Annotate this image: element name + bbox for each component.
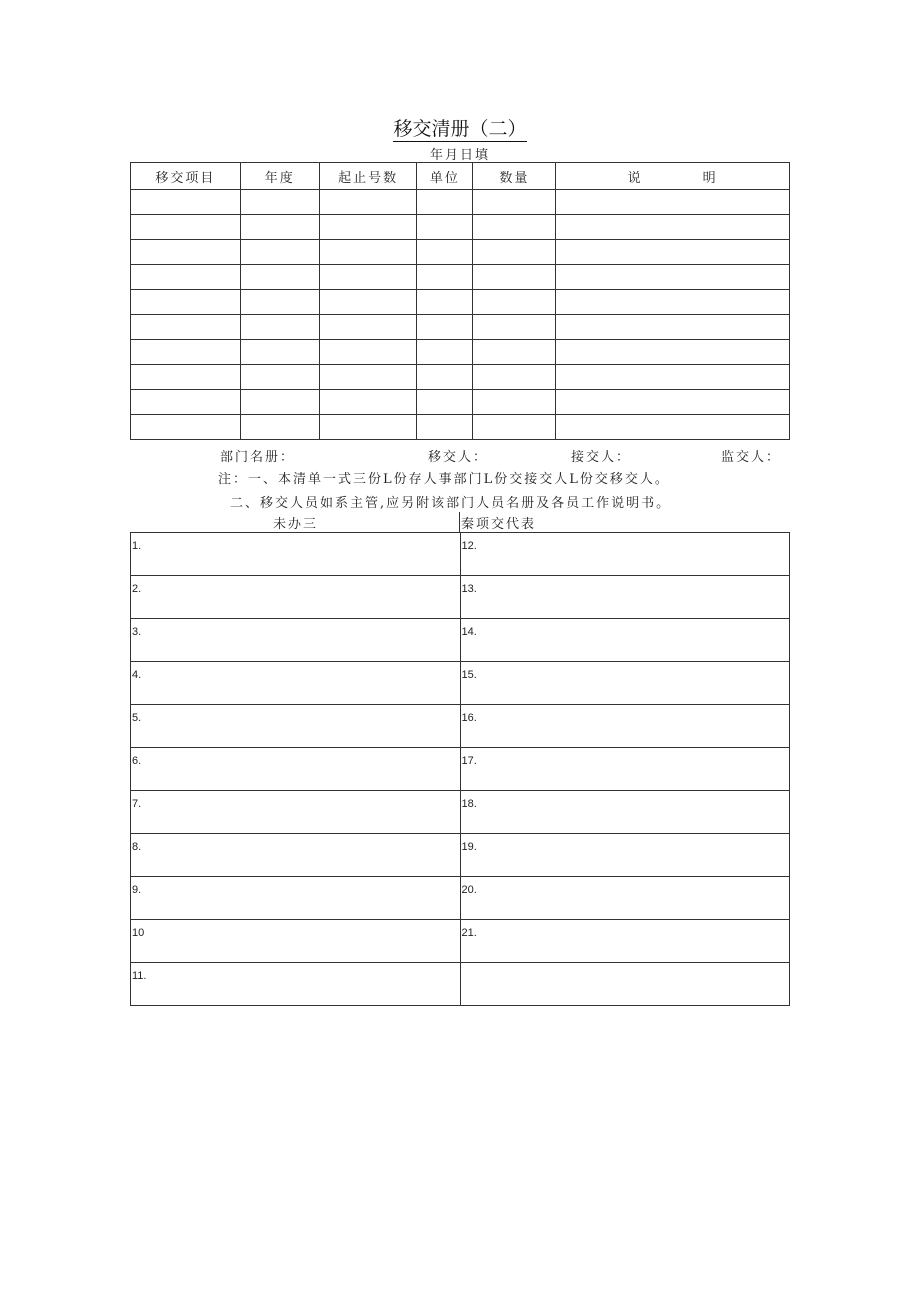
pending-item-cell: 2. <box>131 576 461 619</box>
pending-caption-right: 秦项交代表 <box>461 517 537 532</box>
signature-row <box>0 446 920 466</box>
table-cell <box>240 265 319 290</box>
table-cell <box>131 290 241 315</box>
table-cell <box>131 265 241 290</box>
pending-item-cell: 19. <box>460 834 790 877</box>
pending-item-cell: 8. <box>131 834 461 877</box>
table-row <box>131 290 790 315</box>
header-cell: 数量 <box>473 163 556 190</box>
transfer-list-table <box>130 162 790 440</box>
table-cell <box>240 365 319 390</box>
pending-items-table <box>130 532 790 1006</box>
table-cell <box>319 415 417 440</box>
pending-row <box>131 748 790 791</box>
table-cell <box>131 340 241 365</box>
table-cell <box>556 215 790 240</box>
table-cell <box>417 390 473 415</box>
table-cell <box>417 415 473 440</box>
pending-row <box>131 877 790 920</box>
table-row <box>131 215 790 240</box>
table-cell <box>240 390 319 415</box>
table-cell <box>417 240 473 265</box>
table-cell <box>319 315 417 340</box>
table-cell <box>556 415 790 440</box>
table-row <box>131 340 790 365</box>
table-row <box>131 240 790 265</box>
table-cell <box>417 315 473 340</box>
table-cell <box>131 190 241 215</box>
table-header-row <box>131 163 790 190</box>
pending-row <box>131 920 790 963</box>
table-cell <box>319 240 417 265</box>
transferor-label: 移交人： <box>428 450 489 465</box>
caption-divider <box>459 512 460 532</box>
table-cell <box>417 215 473 240</box>
table-cell <box>473 290 556 315</box>
table-row <box>131 415 790 440</box>
table-cell <box>556 390 790 415</box>
pending-item-cell: 5. <box>131 705 461 748</box>
table-cell <box>556 290 790 315</box>
table-cell <box>240 240 319 265</box>
table-cell <box>473 315 556 340</box>
header-cell: 年度 <box>240 163 319 190</box>
table-cell <box>131 390 241 415</box>
table-cell <box>131 240 241 265</box>
pending-row <box>131 963 790 1006</box>
table-cell <box>319 390 417 415</box>
dept-roster-label: 部门名册： <box>220 450 296 465</box>
pending-item-cell: 17. <box>460 748 790 791</box>
page-title <box>0 114 920 141</box>
table-row <box>131 390 790 415</box>
pending-item-cell: 4. <box>131 662 461 705</box>
table-cell <box>417 190 473 215</box>
table-cell <box>417 340 473 365</box>
note-line-1: 注：一、本清单一式三份L份存人事部门L份交接交人L份交移交人。 <box>218 472 670 487</box>
pending-row <box>131 619 790 662</box>
table-cell <box>556 365 790 390</box>
pending-item-cell: 12. <box>460 533 790 576</box>
table-cell <box>240 340 319 365</box>
pending-item-cell: 6. <box>131 748 461 791</box>
table-cell <box>319 340 417 365</box>
table-cell <box>240 290 319 315</box>
pending-item-cell: 9. <box>131 877 461 920</box>
pending-table-body <box>131 533 790 1006</box>
pending-row <box>131 791 790 834</box>
header-cell: 单位 <box>417 163 473 190</box>
table-cell <box>556 265 790 290</box>
pending-item-cell: 1. <box>131 533 461 576</box>
table-cell <box>131 365 241 390</box>
table-cell <box>473 415 556 440</box>
pending-item-cell: 13. <box>460 576 790 619</box>
pending-row <box>131 705 790 748</box>
date-line: 年月日填 <box>429 148 490 163</box>
pending-item-cell: 11. <box>131 963 461 1006</box>
table-cell <box>131 415 241 440</box>
table-cell <box>319 365 417 390</box>
title-text: 移交清册（二） <box>393 118 527 140</box>
pending-item-cell: 16. <box>460 705 790 748</box>
table-body <box>131 190 790 440</box>
pending-item-cell: 10 <box>131 920 461 963</box>
table-row <box>131 190 790 215</box>
pending-row <box>131 576 790 619</box>
table-cell <box>556 340 790 365</box>
receiver-label: 接交人： <box>571 450 632 465</box>
header-cell: 起止号数 <box>319 163 417 190</box>
table-cell <box>473 340 556 365</box>
table-cell <box>240 415 319 440</box>
table-cell <box>473 365 556 390</box>
table-row <box>131 365 790 390</box>
table-cell <box>319 265 417 290</box>
pending-item-cell: 14. <box>460 619 790 662</box>
table-cell <box>556 190 790 215</box>
pending-row <box>131 533 790 576</box>
table-cell <box>131 315 241 340</box>
table-cell <box>473 240 556 265</box>
pending-item-cell: 20. <box>460 877 790 920</box>
table-cell <box>319 190 417 215</box>
note-line-2: 二、移交人员如系主管,应另附该部门人员名册及各员工作说明书。 <box>230 496 672 511</box>
table-cell <box>556 240 790 265</box>
pending-row <box>131 834 790 877</box>
header-cell: 移交项目 <box>131 163 241 190</box>
pending-item-cell: 18. <box>460 791 790 834</box>
table-cell <box>319 215 417 240</box>
header-cell: 说 明 <box>556 163 790 190</box>
pending-item-cell: 3. <box>131 619 461 662</box>
table-cell <box>131 215 241 240</box>
pending-item-cell <box>460 963 790 1006</box>
table-cell <box>417 290 473 315</box>
table-cell <box>556 315 790 340</box>
table-cell <box>473 390 556 415</box>
pending-item-cell: 15. <box>460 662 790 705</box>
pending-row <box>131 662 790 705</box>
table-row <box>131 315 790 340</box>
table-cell <box>319 290 417 315</box>
table-cell <box>240 215 319 240</box>
table-cell <box>417 365 473 390</box>
table-row <box>131 265 790 290</box>
table-cell <box>417 265 473 290</box>
table-cell <box>473 190 556 215</box>
table-cell <box>240 190 319 215</box>
table-cell <box>473 215 556 240</box>
pending-item-cell: 21. <box>460 920 790 963</box>
table-cell <box>473 265 556 290</box>
supervisor-label: 监交人： <box>721 450 782 465</box>
pending-caption-left: 未办三 <box>273 517 319 532</box>
table-cell <box>240 315 319 340</box>
pending-item-cell: 7. <box>131 791 461 834</box>
